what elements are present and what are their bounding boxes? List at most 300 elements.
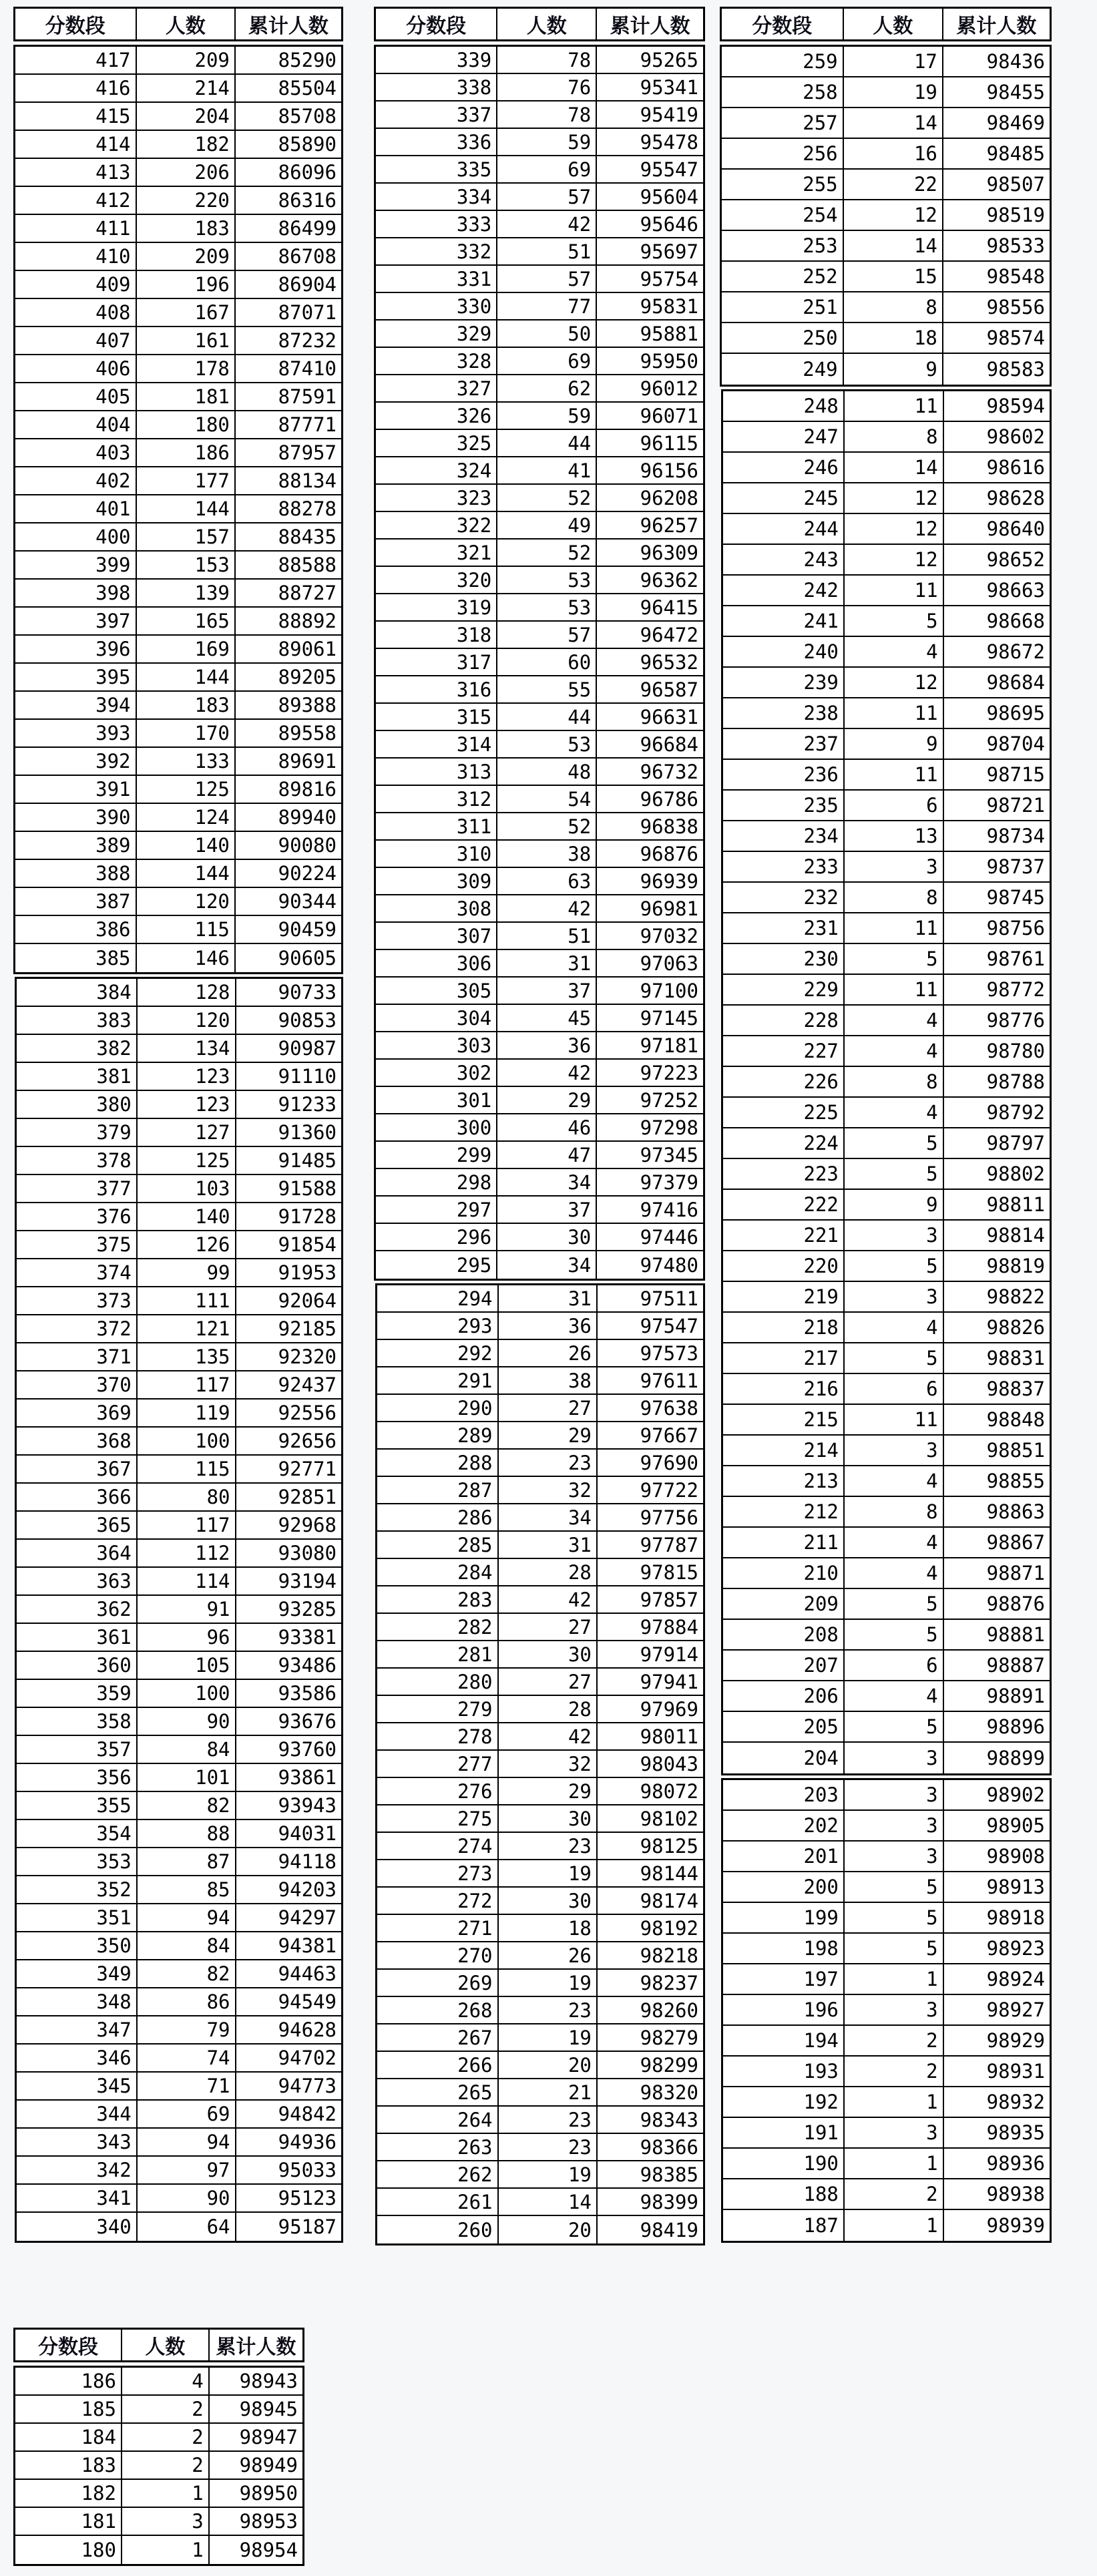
table-row: [376, 266, 703, 293]
table-row: [376, 320, 703, 348]
cumulative-cell: 98469: [986, 112, 1045, 134]
table-row: [723, 514, 1050, 545]
table-row: [15, 243, 341, 271]
cumulative-cell: 96071: [640, 404, 698, 427]
count-cell: 55: [497, 676, 597, 702]
cumulative-cell: 94702: [278, 2047, 337, 2069]
table-row: [15, 552, 341, 580]
cumulative-cell: 98950: [239, 2482, 298, 2505]
table-row: [15, 2424, 302, 2452]
cumulative-cell: 98043: [640, 1752, 698, 1775]
score-cell: 324: [376, 457, 497, 483]
count-cell: 52: [497, 485, 597, 511]
count-cell: 12: [844, 200, 943, 230]
score-cell: 387: [15, 888, 137, 915]
count-cell: 117: [138, 1512, 236, 1538]
count-cell: 180: [137, 411, 236, 438]
table-row: [723, 453, 1050, 483]
cumulative-cell: 96309: [640, 541, 698, 564]
cumulative-cell: 85504: [278, 77, 337, 99]
score-cell: 359: [17, 1680, 138, 1707]
table-row: [723, 1221, 1050, 1251]
score-cell: 287: [377, 1477, 499, 1503]
cumulative-cell: 98887: [986, 1654, 1045, 1677]
cumulative-cell: 98899: [986, 1747, 1045, 1769]
column-header-count: 人数: [844, 9, 943, 39]
count-cell: 28: [499, 1559, 598, 1585]
score-cell: 377: [17, 1175, 138, 1202]
column-header-score: 分数段: [15, 9, 137, 39]
table-row: [723, 391, 1050, 422]
cumulative-cell: 97063: [640, 951, 698, 975]
table-row: [17, 979, 341, 1007]
cumulative-cell: 87771: [278, 413, 337, 436]
count-cell: 47: [497, 1142, 597, 1168]
cumulative-cell: 86316: [278, 189, 337, 212]
score-cell: 205: [723, 1712, 845, 1741]
column-header-count: 人数: [137, 9, 236, 39]
cumulative-cell: 97969: [640, 1697, 698, 1721]
table-row: [377, 2161, 703, 2189]
table-row: [723, 2026, 1050, 2057]
score-cell: 364: [17, 1540, 138, 1566]
count-cell: 9: [844, 354, 943, 385]
count-cell: 4: [845, 637, 944, 666]
count-cell: 14: [844, 108, 943, 138]
score-cell: 408: [15, 299, 137, 326]
table-row: [723, 2087, 1050, 2118]
score-cell: 355: [17, 1792, 138, 1819]
table-row: [723, 2210, 1050, 2241]
table-row: [17, 1175, 341, 1203]
count-cell: 6: [845, 1651, 944, 1680]
score-cell: 197: [723, 1964, 845, 1994]
count-cell: 1: [122, 2536, 210, 2564]
score-cell: 240: [723, 637, 845, 666]
table-row: [376, 567, 703, 594]
table-row: [15, 720, 341, 748]
score-cell: 272: [377, 1888, 499, 1914]
cumulative-cell: 89388: [278, 694, 337, 716]
table-row: [17, 1259, 341, 1287]
cumulative-cell: 98737: [986, 855, 1045, 878]
table-row: [376, 47, 703, 74]
count-cell: 97: [138, 2157, 236, 2183]
table-row: [376, 1169, 703, 1197]
score-cell: 257: [722, 108, 844, 138]
score-cell: 225: [723, 1098, 845, 1127]
score-cell: 349: [17, 1960, 138, 1987]
count-cell: 87: [138, 1848, 236, 1875]
column-header-cumulative: 累计人数: [216, 2336, 296, 2359]
score-cell: 274: [377, 1833, 499, 1859]
table-row: [376, 1142, 703, 1169]
cumulative-cell: 98672: [986, 640, 1045, 663]
count-cell: 209: [137, 47, 236, 73]
count-cell: 2: [845, 2057, 944, 2086]
score-cell: 331: [376, 266, 497, 292]
cumulative-cell: 98721: [986, 794, 1045, 817]
table-row: [17, 1848, 341, 1876]
table-row: [376, 457, 703, 485]
cumulative-cell: 95478: [640, 130, 698, 154]
cumulative-cell: 98072: [640, 1779, 698, 1803]
table-row: [15, 75, 341, 103]
table-row: [15, 467, 341, 495]
table-row: [15, 299, 341, 327]
score-cell: 398: [15, 580, 137, 606]
score-cell: 280: [377, 1669, 499, 1695]
table-block: [721, 1778, 1052, 2243]
cumulative-cell: 95265: [640, 48, 698, 71]
table-row: [17, 1287, 341, 1315]
count-cell: 11: [845, 391, 944, 421]
table-row: [17, 1596, 341, 1624]
count-cell: 84: [138, 1736, 236, 1763]
score-cell: 292: [377, 1340, 499, 1366]
cumulative-cell: 98918: [986, 1906, 1045, 1929]
count-cell: 120: [138, 1007, 236, 1034]
score-cell: 237: [723, 729, 845, 759]
table-row: [17, 1764, 341, 1792]
cumulative-cell: 98788: [986, 1070, 1045, 1093]
table-row: [722, 354, 1050, 385]
cumulative-cell: 98938: [986, 2183, 1045, 2205]
score-cell: 357: [17, 1736, 138, 1763]
table-row: [15, 327, 341, 355]
count-cell: 181: [137, 383, 236, 410]
cumulative-cell: 96587: [640, 678, 698, 701]
score-cell: 279: [377, 1696, 499, 1722]
cumulative-cell: 98192: [640, 1916, 698, 1940]
score-cell: 333: [376, 211, 497, 237]
count-cell: 1: [122, 2480, 210, 2507]
count-cell: 178: [137, 355, 236, 382]
table-row: [17, 1988, 341, 2016]
cumulative-cell: 94031: [278, 1822, 337, 1845]
score-cell: 346: [17, 2045, 138, 2071]
score-table-bottom-segment: [13, 2328, 304, 2569]
count-cell: 126: [138, 1231, 236, 1258]
count-cell: 19: [844, 77, 943, 107]
cumulative-cell: 98811: [986, 1193, 1045, 1216]
score-cell: 407: [15, 327, 137, 354]
table-row: [376, 1197, 703, 1224]
count-cell: 8: [844, 292, 943, 322]
score-cell: 263: [377, 2134, 499, 2160]
table-row: [15, 2368, 302, 2396]
count-cell: 94: [138, 1904, 236, 1931]
cumulative-cell: 86096: [278, 161, 337, 184]
score-table-low-segment: [720, 7, 1052, 2245]
score-cell: 196: [723, 1995, 845, 2024]
cumulative-cell: 91854: [278, 1233, 337, 1256]
table-row: [17, 1792, 341, 1820]
score-cell: 375: [17, 1231, 138, 1258]
cumulative-cell: 89061: [278, 638, 337, 660]
cumulative-cell: 97480: [640, 1253, 698, 1277]
cumulative-cell: 98814: [986, 1224, 1045, 1247]
count-cell: 42: [497, 895, 597, 921]
score-cell: 328: [376, 348, 497, 374]
count-cell: 23: [499, 1833, 598, 1859]
count-cell: 4: [845, 1681, 944, 1711]
score-cell: 255: [722, 170, 844, 199]
table-row: [376, 731, 703, 759]
table-row: [377, 1559, 703, 1586]
score-cell: 282: [377, 1614, 499, 1640]
score-cell: 264: [377, 2107, 499, 2133]
count-cell: 17: [844, 47, 943, 76]
count-cell: 11: [845, 1405, 944, 1434]
table-row: [377, 1860, 703, 1888]
table-row: [723, 1528, 1050, 1558]
table-row: [376, 594, 703, 622]
count-cell: 119: [138, 1400, 236, 1426]
table-row: [723, 729, 1050, 760]
score-cell: 370: [17, 1371, 138, 1398]
count-cell: 53: [497, 594, 597, 620]
count-cell: 99: [138, 1259, 236, 1286]
cumulative-cell: 94463: [278, 1962, 337, 1985]
cumulative-cell: 98931: [986, 2060, 1045, 2083]
score-cell: 330: [376, 293, 497, 319]
count-cell: 105: [138, 1652, 236, 1679]
score-cell: 207: [723, 1651, 845, 1680]
score-cell: 314: [376, 731, 497, 757]
cumulative-cell: 97941: [640, 1670, 698, 1693]
count-cell: 31: [497, 950, 597, 976]
cumulative-cell: 89940: [278, 806, 337, 829]
table-row: [723, 422, 1050, 453]
count-cell: 123: [138, 1091, 236, 1118]
table-row: [377, 1285, 703, 1313]
table-row: [17, 1932, 341, 1960]
cumulative-cell: 97379: [640, 1170, 698, 1194]
table-row: [376, 786, 703, 813]
count-cell: 38: [499, 1367, 598, 1393]
cumulative-cell: 98939: [986, 2214, 1045, 2237]
score-cell: 402: [15, 467, 137, 494]
cumulative-cell: 97787: [640, 1533, 698, 1556]
table-row: [377, 2024, 703, 2052]
table-row: [722, 231, 1050, 262]
score-cell: 325: [376, 430, 497, 456]
table-row: [722, 47, 1050, 77]
table-row: [15, 159, 341, 187]
cumulative-cell: 97416: [640, 1198, 698, 1221]
table-row: [723, 821, 1050, 852]
count-cell: 51: [497, 923, 597, 949]
cumulative-cell: 95697: [640, 240, 698, 263]
cumulative-cell: 98935: [986, 2121, 1045, 2144]
score-cell: 209: [723, 1589, 845, 1619]
cumulative-cell: 98831: [986, 1347, 1045, 1369]
score-cell: 293: [377, 1313, 499, 1339]
table-row: [17, 1820, 341, 1848]
cumulative-cell: 92968: [278, 1514, 337, 1536]
cumulative-cell: 95033: [278, 2159, 337, 2181]
score-cell: 218: [723, 1313, 845, 1342]
score-cell: 391: [15, 776, 137, 803]
table-row: [723, 1743, 1050, 1773]
count-cell: 51: [497, 238, 597, 264]
count-cell: 48: [497, 759, 597, 785]
score-cell: 379: [17, 1119, 138, 1146]
count-cell: 5: [845, 1620, 944, 1649]
count-cell: 32: [499, 1751, 598, 1777]
cumulative-cell: 91728: [278, 1205, 337, 1228]
table-row: [723, 483, 1050, 514]
count-cell: 80: [138, 1484, 236, 1510]
count-cell: 22: [844, 170, 943, 199]
table-row: [723, 1681, 1050, 1712]
cumulative-cell: 94842: [278, 2103, 337, 2125]
score-cell: 210: [723, 1558, 845, 1588]
cumulative-cell: 89691: [278, 750, 337, 773]
cumulative-cell: 92771: [278, 1458, 337, 1480]
table-block: [13, 45, 343, 974]
count-cell: 49: [497, 512, 597, 538]
count-cell: 20: [499, 2052, 598, 2078]
table-row: [377, 1942, 703, 1970]
count-cell: 165: [137, 608, 236, 634]
cumulative-cell: 91233: [278, 1093, 337, 1116]
table-row: [723, 1842, 1050, 1872]
count-cell: 42: [497, 1060, 597, 1086]
count-cell: 34: [499, 1504, 598, 1530]
score-cell: 410: [15, 243, 137, 270]
count-cell: 5: [845, 606, 944, 636]
count-cell: 11: [845, 576, 944, 605]
cumulative-cell: 98652: [986, 548, 1045, 571]
count-cell: 63: [497, 868, 597, 894]
table-row: [376, 813, 703, 841]
table-row: [15, 888, 341, 916]
cumulative-cell: 96876: [640, 842, 698, 865]
table-row: [17, 1512, 341, 1540]
table-header-row: [13, 2328, 304, 2362]
count-cell: 220: [137, 187, 236, 214]
count-cell: 146: [137, 944, 236, 972]
cumulative-cell: 88727: [278, 582, 337, 604]
table-row: [376, 676, 703, 704]
cumulative-cell: 98876: [986, 1592, 1045, 1615]
cumulative-cell: 97638: [640, 1396, 698, 1420]
score-cell: 187: [723, 2210, 845, 2241]
table-row: [17, 1035, 341, 1063]
score-cell: 185: [15, 2396, 122, 2422]
table-row: [723, 698, 1050, 729]
score-cell: 373: [17, 1287, 138, 1314]
cumulative-cell: 96532: [640, 650, 698, 674]
cumulative-cell: 90733: [278, 981, 337, 1004]
score-cell: 294: [377, 1285, 499, 1311]
score-cell: 241: [723, 606, 845, 636]
score-cell: 259: [722, 47, 844, 76]
cumulative-cell: 98602: [986, 425, 1045, 448]
cumulative-cell: 98902: [986, 1783, 1045, 1806]
count-cell: 31: [499, 1532, 598, 1558]
count-cell: 6: [845, 791, 944, 820]
score-cell: 411: [15, 215, 137, 242]
score-cell: 301: [376, 1087, 497, 1113]
count-cell: 29: [499, 1422, 598, 1448]
count-cell: 103: [138, 1175, 236, 1202]
table-row: [723, 1313, 1050, 1343]
cumulative-cell: 98936: [986, 2152, 1045, 2175]
count-cell: 15: [844, 262, 943, 291]
table-row: [376, 375, 703, 403]
table-row: [15, 608, 341, 636]
table-row: [377, 1696, 703, 1723]
table-row: [376, 1087, 703, 1114]
table-row: [15, 2480, 302, 2508]
score-cell: 308: [376, 895, 497, 921]
score-cell: 399: [15, 552, 137, 578]
count-cell: 177: [137, 467, 236, 494]
score-cell: 360: [17, 1652, 138, 1679]
score-cell: 219: [723, 1282, 845, 1311]
table-row: [17, 2073, 341, 2101]
table-row: [15, 2508, 302, 2536]
count-cell: 57: [497, 184, 597, 210]
table-row: [723, 1405, 1050, 1436]
score-cell: 193: [723, 2057, 845, 2086]
count-cell: 36: [499, 1313, 598, 1339]
count-cell: 4: [845, 1098, 944, 1127]
score-cell: 326: [376, 403, 497, 429]
count-cell: 121: [138, 1315, 236, 1342]
cumulative-cell: 97252: [640, 1088, 698, 1112]
count-cell: 90: [138, 2185, 236, 2211]
table-row: [377, 1805, 703, 1833]
table-row: [17, 2185, 341, 2213]
table-row: [376, 622, 703, 649]
table-row: [376, 403, 703, 430]
score-cell: 201: [723, 1842, 845, 1871]
table-row: [377, 1395, 703, 1422]
cumulative-cell: 98640: [986, 517, 1045, 540]
count-cell: 9: [845, 1190, 944, 1219]
count-cell: 34: [497, 1169, 597, 1195]
cumulative-cell: 98881: [986, 1623, 1045, 1646]
count-cell: 5: [845, 1712, 944, 1741]
count-cell: 30: [499, 1641, 598, 1667]
table-row: [15, 776, 341, 804]
table-row: [377, 1751, 703, 1778]
table-row: [17, 2101, 341, 2129]
table-row: [17, 1371, 341, 1400]
table-row: [377, 2134, 703, 2161]
score-cell: 265: [377, 2079, 499, 2105]
count-cell: 9: [845, 729, 944, 759]
cumulative-cell: 98556: [986, 296, 1045, 318]
score-cell: 307: [376, 923, 497, 949]
score-cell: 208: [723, 1620, 845, 1649]
table-row: [17, 1119, 341, 1147]
count-cell: 5: [845, 1934, 944, 1963]
cumulative-cell: 96257: [640, 513, 698, 537]
score-cell: 289: [377, 1422, 499, 1448]
cumulative-cell: 86904: [278, 273, 337, 296]
score-cell: 361: [17, 1624, 138, 1651]
table-row: [15, 47, 341, 75]
count-cell: 101: [138, 1764, 236, 1791]
count-cell: 18: [499, 1915, 598, 1941]
count-cell: 3: [845, 1811, 944, 1840]
score-cell: 233: [723, 852, 845, 881]
